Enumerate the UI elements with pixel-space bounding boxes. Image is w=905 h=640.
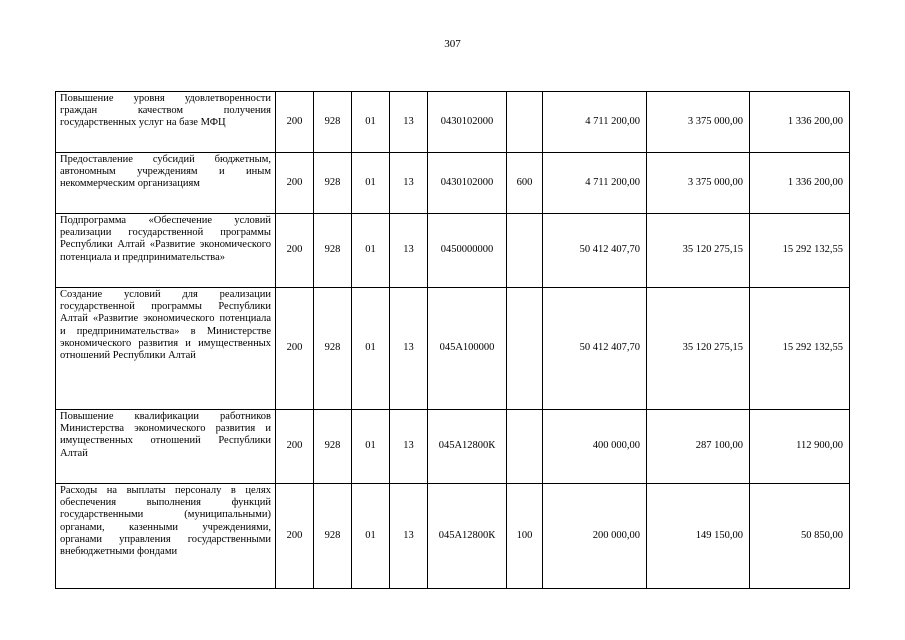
expense-type-code [507, 214, 543, 288]
subsection-code: 13 [390, 288, 428, 410]
amount-1: 4 711 200,00 [543, 153, 647, 214]
amount-2: 35 120 275,15 [647, 214, 750, 288]
amount-3: 15 292 132,55 [750, 214, 850, 288]
target-article-code: 0430102000 [428, 153, 507, 214]
admin-code: 928 [314, 288, 352, 410]
table-row [56, 214, 850, 288]
amount-1: 200 000,00 [543, 484, 647, 589]
section-code: 01 [352, 410, 390, 484]
amount-3: 15 292 132,55 [750, 288, 850, 410]
section-code: 01 [352, 92, 390, 153]
section-code: 01 [352, 288, 390, 410]
section-code: 01 [352, 484, 390, 589]
page-number: 307 [444, 38, 461, 50]
subsection-code: 13 [390, 153, 428, 214]
row-name: Создание условий для реализации государственной программы Республики Алтай «Развитие экономического потенциала и предпринимательства» в Министерстве экономического развития и имущественных отношений Республики Алтай [56, 288, 276, 410]
expense-type-code [507, 92, 543, 153]
budget-table [55, 91, 850, 589]
amount-3: 1 336 200,00 [750, 92, 850, 153]
subsection-code: 13 [390, 214, 428, 288]
amount-3: 1 336 200,00 [750, 153, 850, 214]
target-article-code: 045А12800К [428, 484, 507, 589]
amount-2: 149 150,00 [647, 484, 750, 589]
table-row [56, 153, 850, 214]
admin-code: 928 [314, 214, 352, 288]
grbs-code: 200 [276, 153, 314, 214]
expense-type-code [507, 288, 543, 410]
grbs-code: 200 [276, 410, 314, 484]
subsection-code: 13 [390, 410, 428, 484]
amount-3: 50 850,00 [750, 484, 850, 589]
subsection-code: 13 [390, 92, 428, 153]
amount-1: 4 711 200,00 [543, 92, 647, 153]
table-row [56, 288, 850, 410]
admin-code: 928 [314, 92, 352, 153]
grbs-code: 200 [276, 484, 314, 589]
table-row [56, 410, 850, 484]
amount-2: 3 375 000,00 [647, 92, 750, 153]
section-code: 01 [352, 214, 390, 288]
table-row [56, 484, 850, 589]
expense-type-code [507, 410, 543, 484]
target-article-code: 0430102000 [428, 92, 507, 153]
amount-2: 3 375 000,00 [647, 153, 750, 214]
row-name: Подпрограмма «Обеспечение условий реализации государственной программы Республики Алтай «Развитие экономического потенциала и предпринимательства» [56, 214, 276, 288]
amount-2: 287 100,00 [647, 410, 750, 484]
amount-1: 50 412 407,70 [543, 288, 647, 410]
admin-code: 928 [314, 484, 352, 589]
subsection-code: 13 [390, 484, 428, 589]
section-code: 01 [352, 153, 390, 214]
grbs-code: 200 [276, 92, 314, 153]
table-row [56, 92, 850, 153]
target-article-code: 045А12800К [428, 410, 507, 484]
row-name: Предоставление субсидий бюджетным, автономным учреждениям и иным некоммерческим организациям [56, 153, 276, 214]
expense-type-code: 100 [507, 484, 543, 589]
grbs-code: 200 [276, 288, 314, 410]
amount-1: 50 412 407,70 [543, 214, 647, 288]
target-article-code: 045А100000 [428, 288, 507, 410]
admin-code: 928 [314, 410, 352, 484]
grbs-code: 200 [276, 214, 314, 288]
expense-type-code: 600 [507, 153, 543, 214]
target-article-code: 0450000000 [428, 214, 507, 288]
row-name: Повышение уровня удовлетворенности граждан качеством получения государственных услуг на базе МФЦ [56, 92, 276, 153]
admin-code: 928 [314, 153, 352, 214]
amount-3: 112 900,00 [750, 410, 850, 484]
row-name: Повышение квалификации работников Министерства экономического развития и имущественных отношений Республики Алтай [56, 410, 276, 484]
amount-2: 35 120 275,15 [647, 288, 750, 410]
amount-1: 400 000,00 [543, 410, 647, 484]
row-name: Расходы на выплаты персоналу в целях обеспечения выполнения функций государственными (муниципальными) органами, казенными учреждениями, органами управления государственными внебюджетными фондами [56, 484, 276, 589]
